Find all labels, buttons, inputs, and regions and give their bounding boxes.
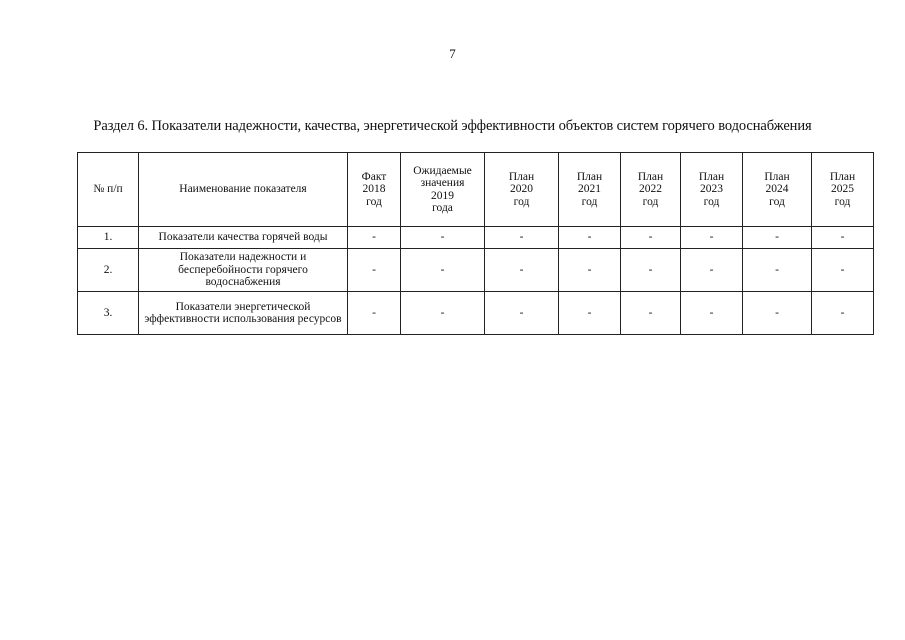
- value-cell: -: [401, 249, 485, 292]
- value-cell: -: [559, 292, 621, 335]
- column-header-1: [139, 153, 348, 227]
- value-cell: -: [743, 249, 812, 292]
- indicator-name-cell: Показатели качества горячей воды: [139, 227, 348, 249]
- value-cell: -: [401, 227, 485, 249]
- column-header-line: 2022: [639, 183, 662, 196]
- value-cell: -: [681, 249, 743, 292]
- row-number-cell: 1.: [78, 227, 139, 249]
- value-cell: -: [348, 292, 401, 335]
- page-number: 7: [449, 46, 456, 61]
- column-header-2: [348, 153, 401, 227]
- column-header-line: 2019: [431, 189, 454, 202]
- column-header-line: год: [581, 195, 598, 208]
- column-header-line: год: [769, 195, 785, 208]
- value-cell: -: [681, 227, 743, 249]
- value-cell: -: [621, 249, 681, 292]
- column-header-line: План: [829, 170, 856, 183]
- column-header-line: План: [637, 170, 664, 183]
- value-cell: -: [812, 227, 874, 249]
- column-header-line: План: [764, 170, 790, 183]
- row-number-cell: 2.: [78, 249, 139, 292]
- column-header-line: год: [366, 195, 382, 208]
- column-header-line: Факт: [361, 170, 387, 183]
- column-header-line: № п/п: [93, 183, 123, 196]
- value-cell: -: [812, 292, 874, 335]
- column-header-line: год: [703, 195, 720, 208]
- column-header-line: Наименование показателя: [179, 183, 307, 196]
- column-header-0: [78, 153, 139, 227]
- value-cell: -: [812, 249, 874, 292]
- column-header-line: Ожидаемые: [413, 164, 472, 177]
- value-cell: -: [743, 227, 812, 249]
- column-header-line: года: [432, 202, 453, 214]
- row-number-cell: 3.: [78, 292, 139, 335]
- value-cell: -: [743, 292, 812, 335]
- column-header-5: [559, 153, 621, 227]
- column-header-7: [681, 153, 743, 227]
- value-cell: -: [621, 292, 681, 335]
- column-header-line: План: [576, 170, 603, 183]
- value-cell: -: [485, 227, 559, 249]
- column-header-4: [485, 153, 559, 227]
- column-header-line: значения: [420, 177, 465, 189]
- value-cell: -: [621, 227, 681, 249]
- column-header-6: [621, 153, 681, 227]
- column-header-line: 2021: [578, 183, 601, 196]
- column-header-line: 2025: [831, 183, 854, 196]
- table-row: [78, 292, 874, 335]
- value-cell: -: [681, 292, 743, 335]
- column-header-line: год: [642, 195, 659, 208]
- column-header-line: 2020: [510, 183, 533, 196]
- column-header-line: 2023: [700, 183, 723, 196]
- value-cell: -: [559, 227, 621, 249]
- value-cell: -: [348, 227, 401, 249]
- column-header-line: 2018: [362, 183, 386, 196]
- indicator-name-cell: Показатели энергетической эффективности использования ресурсов: [139, 292, 348, 335]
- section-title: Раздел 6. Показатели надежности, качества, энергетической эффективности объектов систем горячего водоснабжения: [93, 118, 812, 134]
- column-header-9: [812, 153, 874, 227]
- value-cell: -: [485, 292, 559, 335]
- value-cell: -: [559, 249, 621, 292]
- column-header-line: 2024: [765, 183, 789, 196]
- column-header-8: [743, 153, 812, 227]
- value-cell: -: [401, 292, 485, 335]
- table-body: [78, 227, 874, 335]
- indicators-table: [77, 152, 874, 335]
- column-header-line: План: [508, 170, 535, 183]
- column-header-line: год: [834, 195, 851, 208]
- table-row: [78, 249, 874, 292]
- column-header-3: [401, 153, 485, 227]
- table-row: [78, 227, 874, 249]
- column-header-line: год: [513, 195, 530, 208]
- value-cell: -: [485, 249, 559, 292]
- value-cell: -: [348, 249, 401, 292]
- column-header-line: План: [698, 170, 725, 183]
- indicator-name-cell: Показатели надежности и бесперебойности горячего водоснабжения: [139, 249, 348, 292]
- table-header-row: [78, 153, 874, 227]
